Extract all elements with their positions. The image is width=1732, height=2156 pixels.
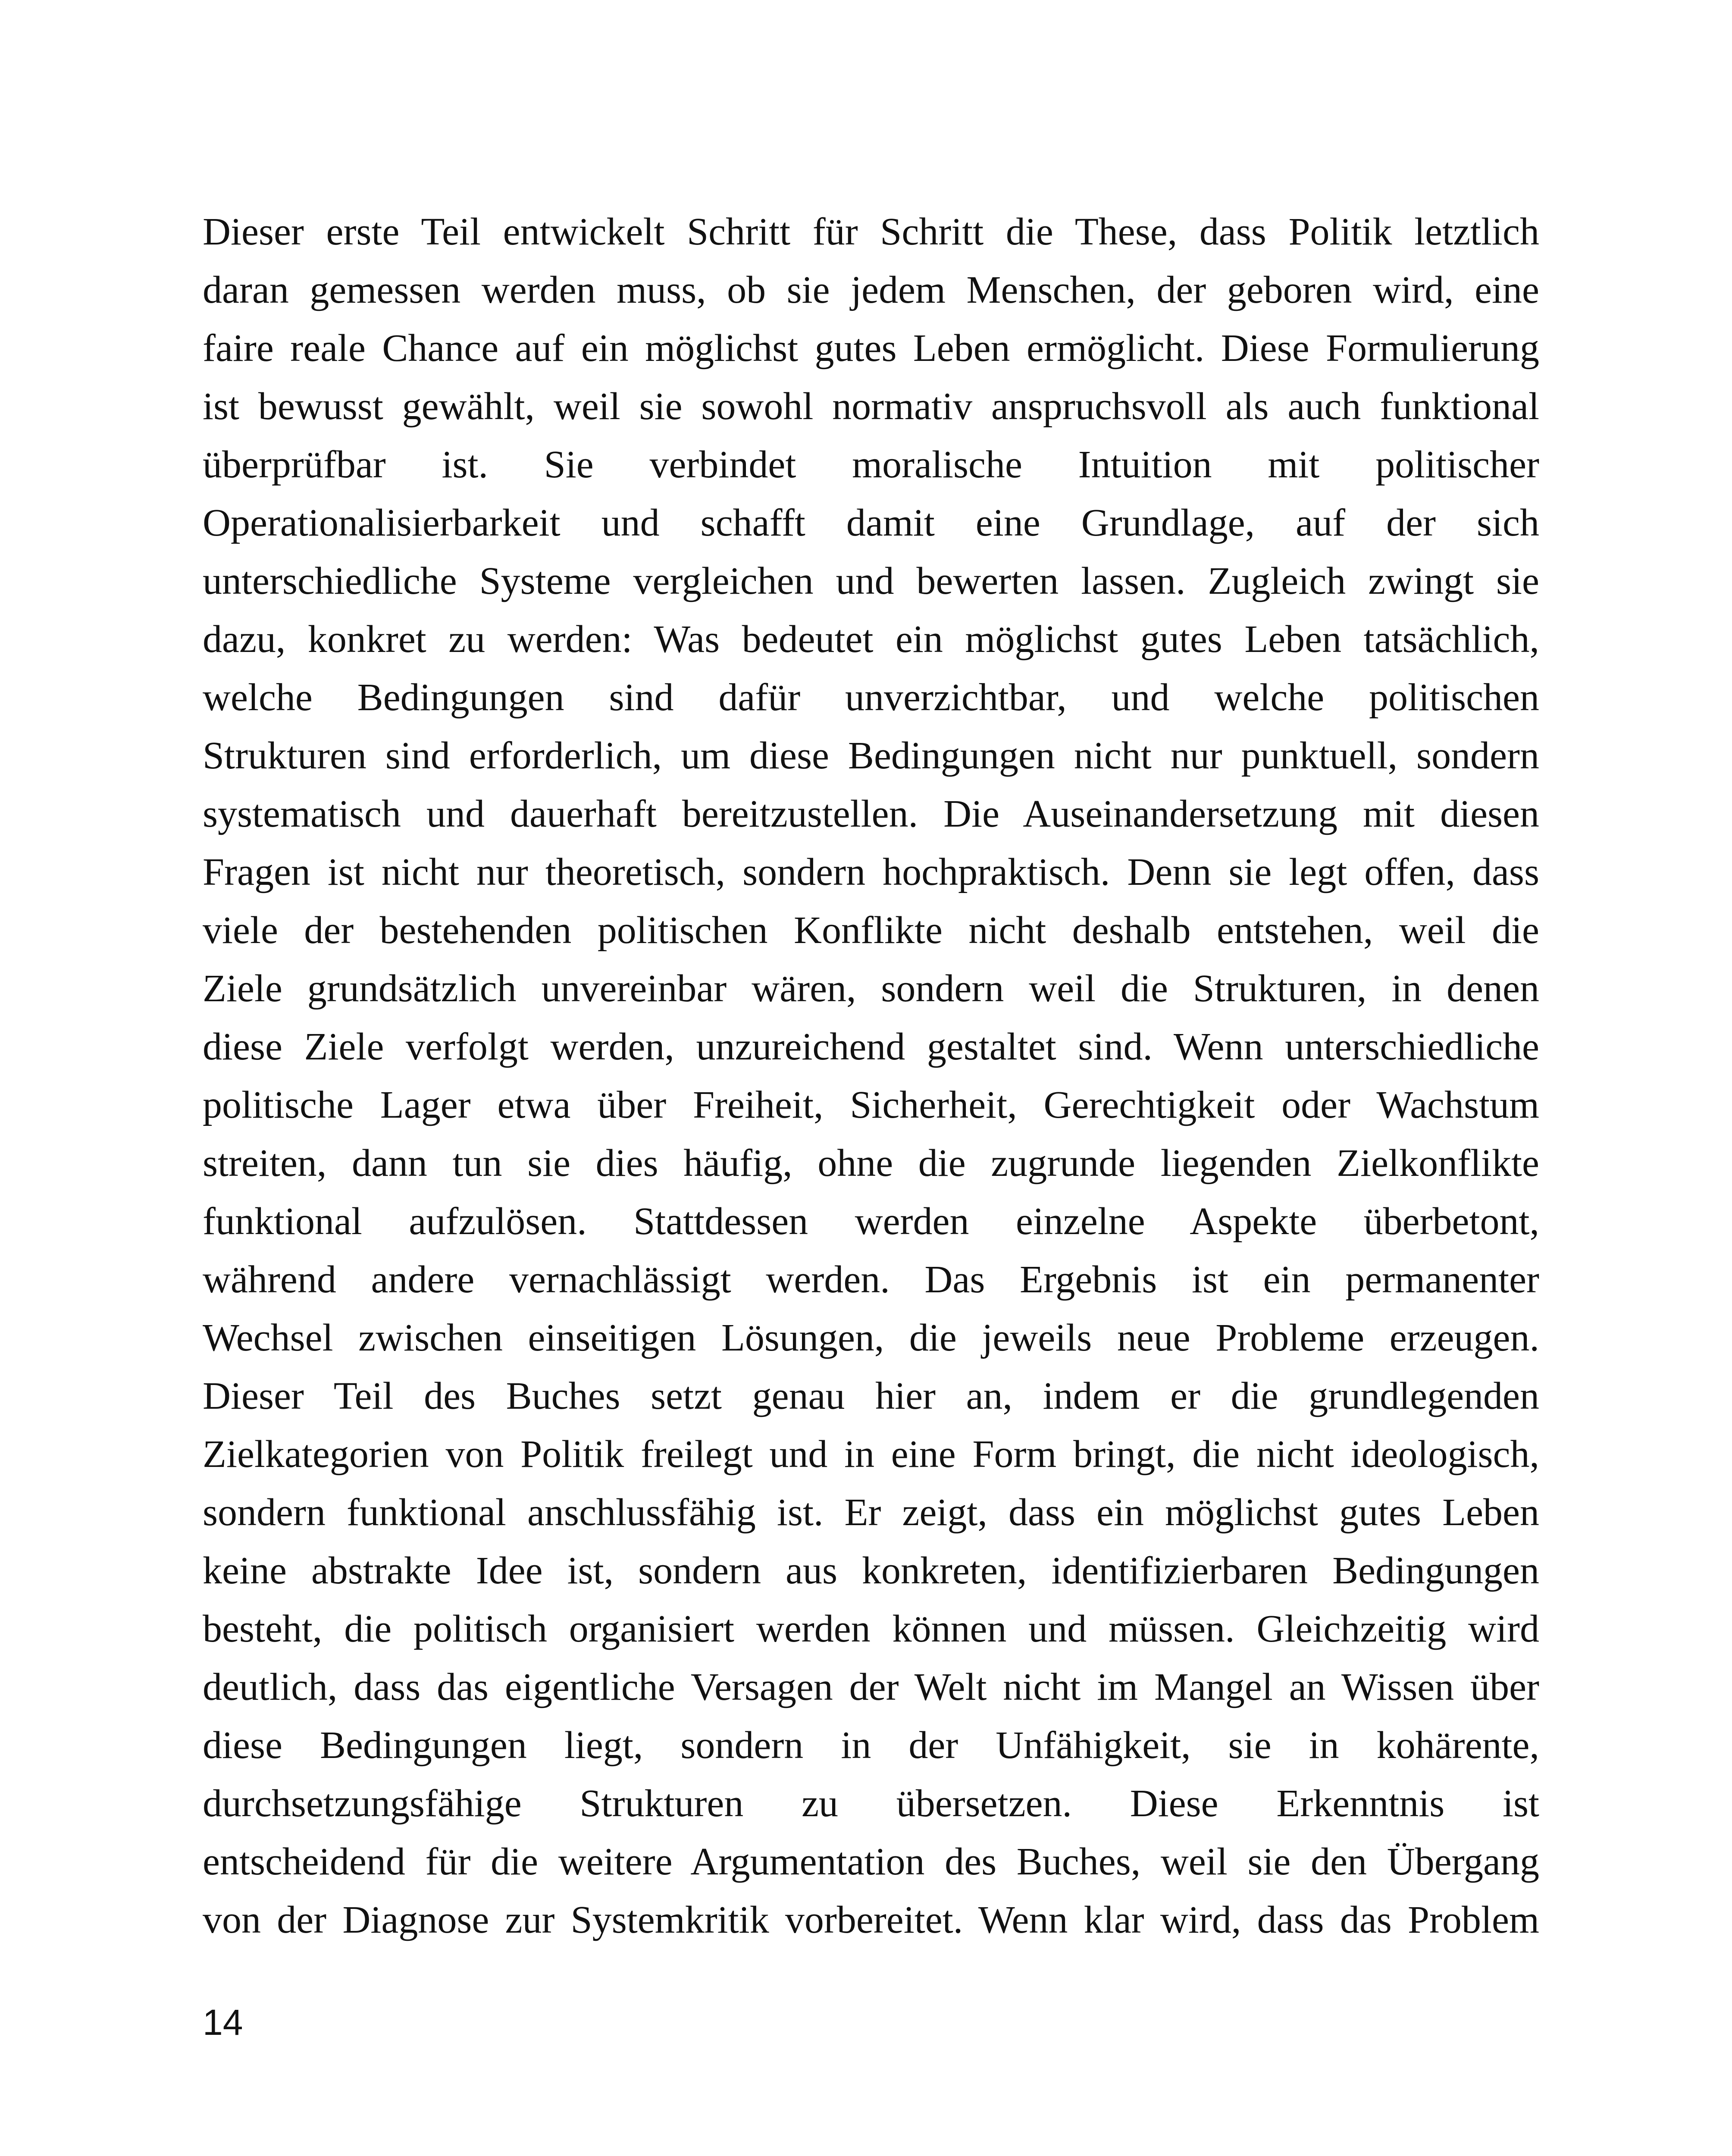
text-line: überprüfbar ist. Sie verbindet moralische Intuition mit politischer xyxy=(203,443,1539,486)
text-line: während andere vernachlässigt werden. Das Ergebnis ist ein permanenter xyxy=(203,1258,1539,1301)
text-line: Ziele grundsätzlich unvereinbar wären, sondern weil die Strukturen, in denen xyxy=(203,967,1539,1010)
text-line: Dieser Teil des Buches setzt genau hier an, indem er die grundlegenden xyxy=(203,1375,1539,1417)
text-line: Fragen ist nicht nur theoretisch, sondern hochpraktisch. Denn sie legt offen, dass xyxy=(203,851,1539,893)
text-line: durchsetzungsfähige Strukturen zu übersetzen. Diese Erkenntnis ist xyxy=(203,1782,1539,1825)
text-line: besteht, die politisch organisiert werden können und müssen. Gleichzeitig wird xyxy=(203,1608,1539,1650)
text-line: unterschiedliche Systeme vergleichen und bewerten lassen. Zugleich zwingt sie xyxy=(203,560,1539,602)
text-line: diese Bedingungen liegt, sondern in der Unfähigkeit, sie in kohärente, xyxy=(203,1724,1539,1767)
text-line: politische Lager etwa über Freiheit, Sicherheit, Gerechtigkeit oder Wachstum xyxy=(203,1084,1539,1126)
text-line: systematisch und dauerhaft bereitzustellen. Die Auseinandersetzung mit diesen xyxy=(203,793,1539,835)
text-line: entscheidend für die weitere Argumentation des Buches, weil sie den Übergang xyxy=(203,1840,1539,1883)
text-line: keine abstrakte Idee ist, sondern aus konkreten, identifizierbaren Bedingungen xyxy=(203,1549,1539,1592)
page-number: 14 xyxy=(203,2002,243,2043)
text-line: daran gemessen werden muss, ob sie jedem Menschen, der geboren wird, eine xyxy=(203,269,1539,311)
text-line: funktional aufzulösen. Stattdessen werden einzelne Aspekte überbetont, xyxy=(203,1200,1539,1243)
text-line: streiten, dann tun sie dies häufig, ohne die zugrunde liegenden Zielkonflikte xyxy=(203,1142,1539,1185)
text-line: welche Bedingungen sind dafür unverzichtbar, und welche politischen xyxy=(203,676,1539,719)
text-line: viele der bestehenden politischen Konflikte nicht deshalb entstehen, weil die xyxy=(203,909,1539,952)
text-line: diese Ziele verfolgt werden, unzureichend gestaltet sind. Wenn unterschiedliche xyxy=(203,1025,1539,1068)
text-line: Strukturen sind erforderlich, um diese Bedingungen nicht nur punktuell, sondern xyxy=(203,734,1539,777)
text-line: Dieser erste Teil entwickelt Schritt für Schritt die These, dass Politik letztlich xyxy=(203,210,1539,253)
text-line: sondern funktional anschlussfähig ist. Er zeigt, dass ein möglichst gutes Leben xyxy=(203,1491,1539,1534)
text-line: Zielkategorien von Politik freilegt und in eine Form bringt, die nicht ideologisch, xyxy=(203,1433,1539,1476)
text-line: dazu, konkret zu werden: Was bedeutet ein möglichst gutes Leben tatsächlich, xyxy=(203,618,1539,661)
text-line: Wechsel zwischen einseitigen Lösungen, die jeweils neue Probleme erzeugen. xyxy=(203,1316,1539,1359)
text-line: faire reale Chance auf ein möglichst gutes Leben ermöglicht. Diese Formulierung xyxy=(203,327,1539,370)
body-paragraph xyxy=(203,203,1539,1949)
text-line: von der Diagnose zur Systemkritik vorbereitet. Wenn klar wird, dass das Problem xyxy=(203,1899,1539,1941)
text-line: Operationalisierbarkeit und schafft damit eine Grundlage, auf der sich xyxy=(203,501,1539,544)
text-line: deutlich, dass das eigentliche Versagen der Welt nicht im Mangel an Wissen über xyxy=(203,1666,1539,1708)
text-line: ist bewusst gewählt, weil sie sowohl normativ anspruchsvoll als auch funktional xyxy=(203,385,1539,428)
